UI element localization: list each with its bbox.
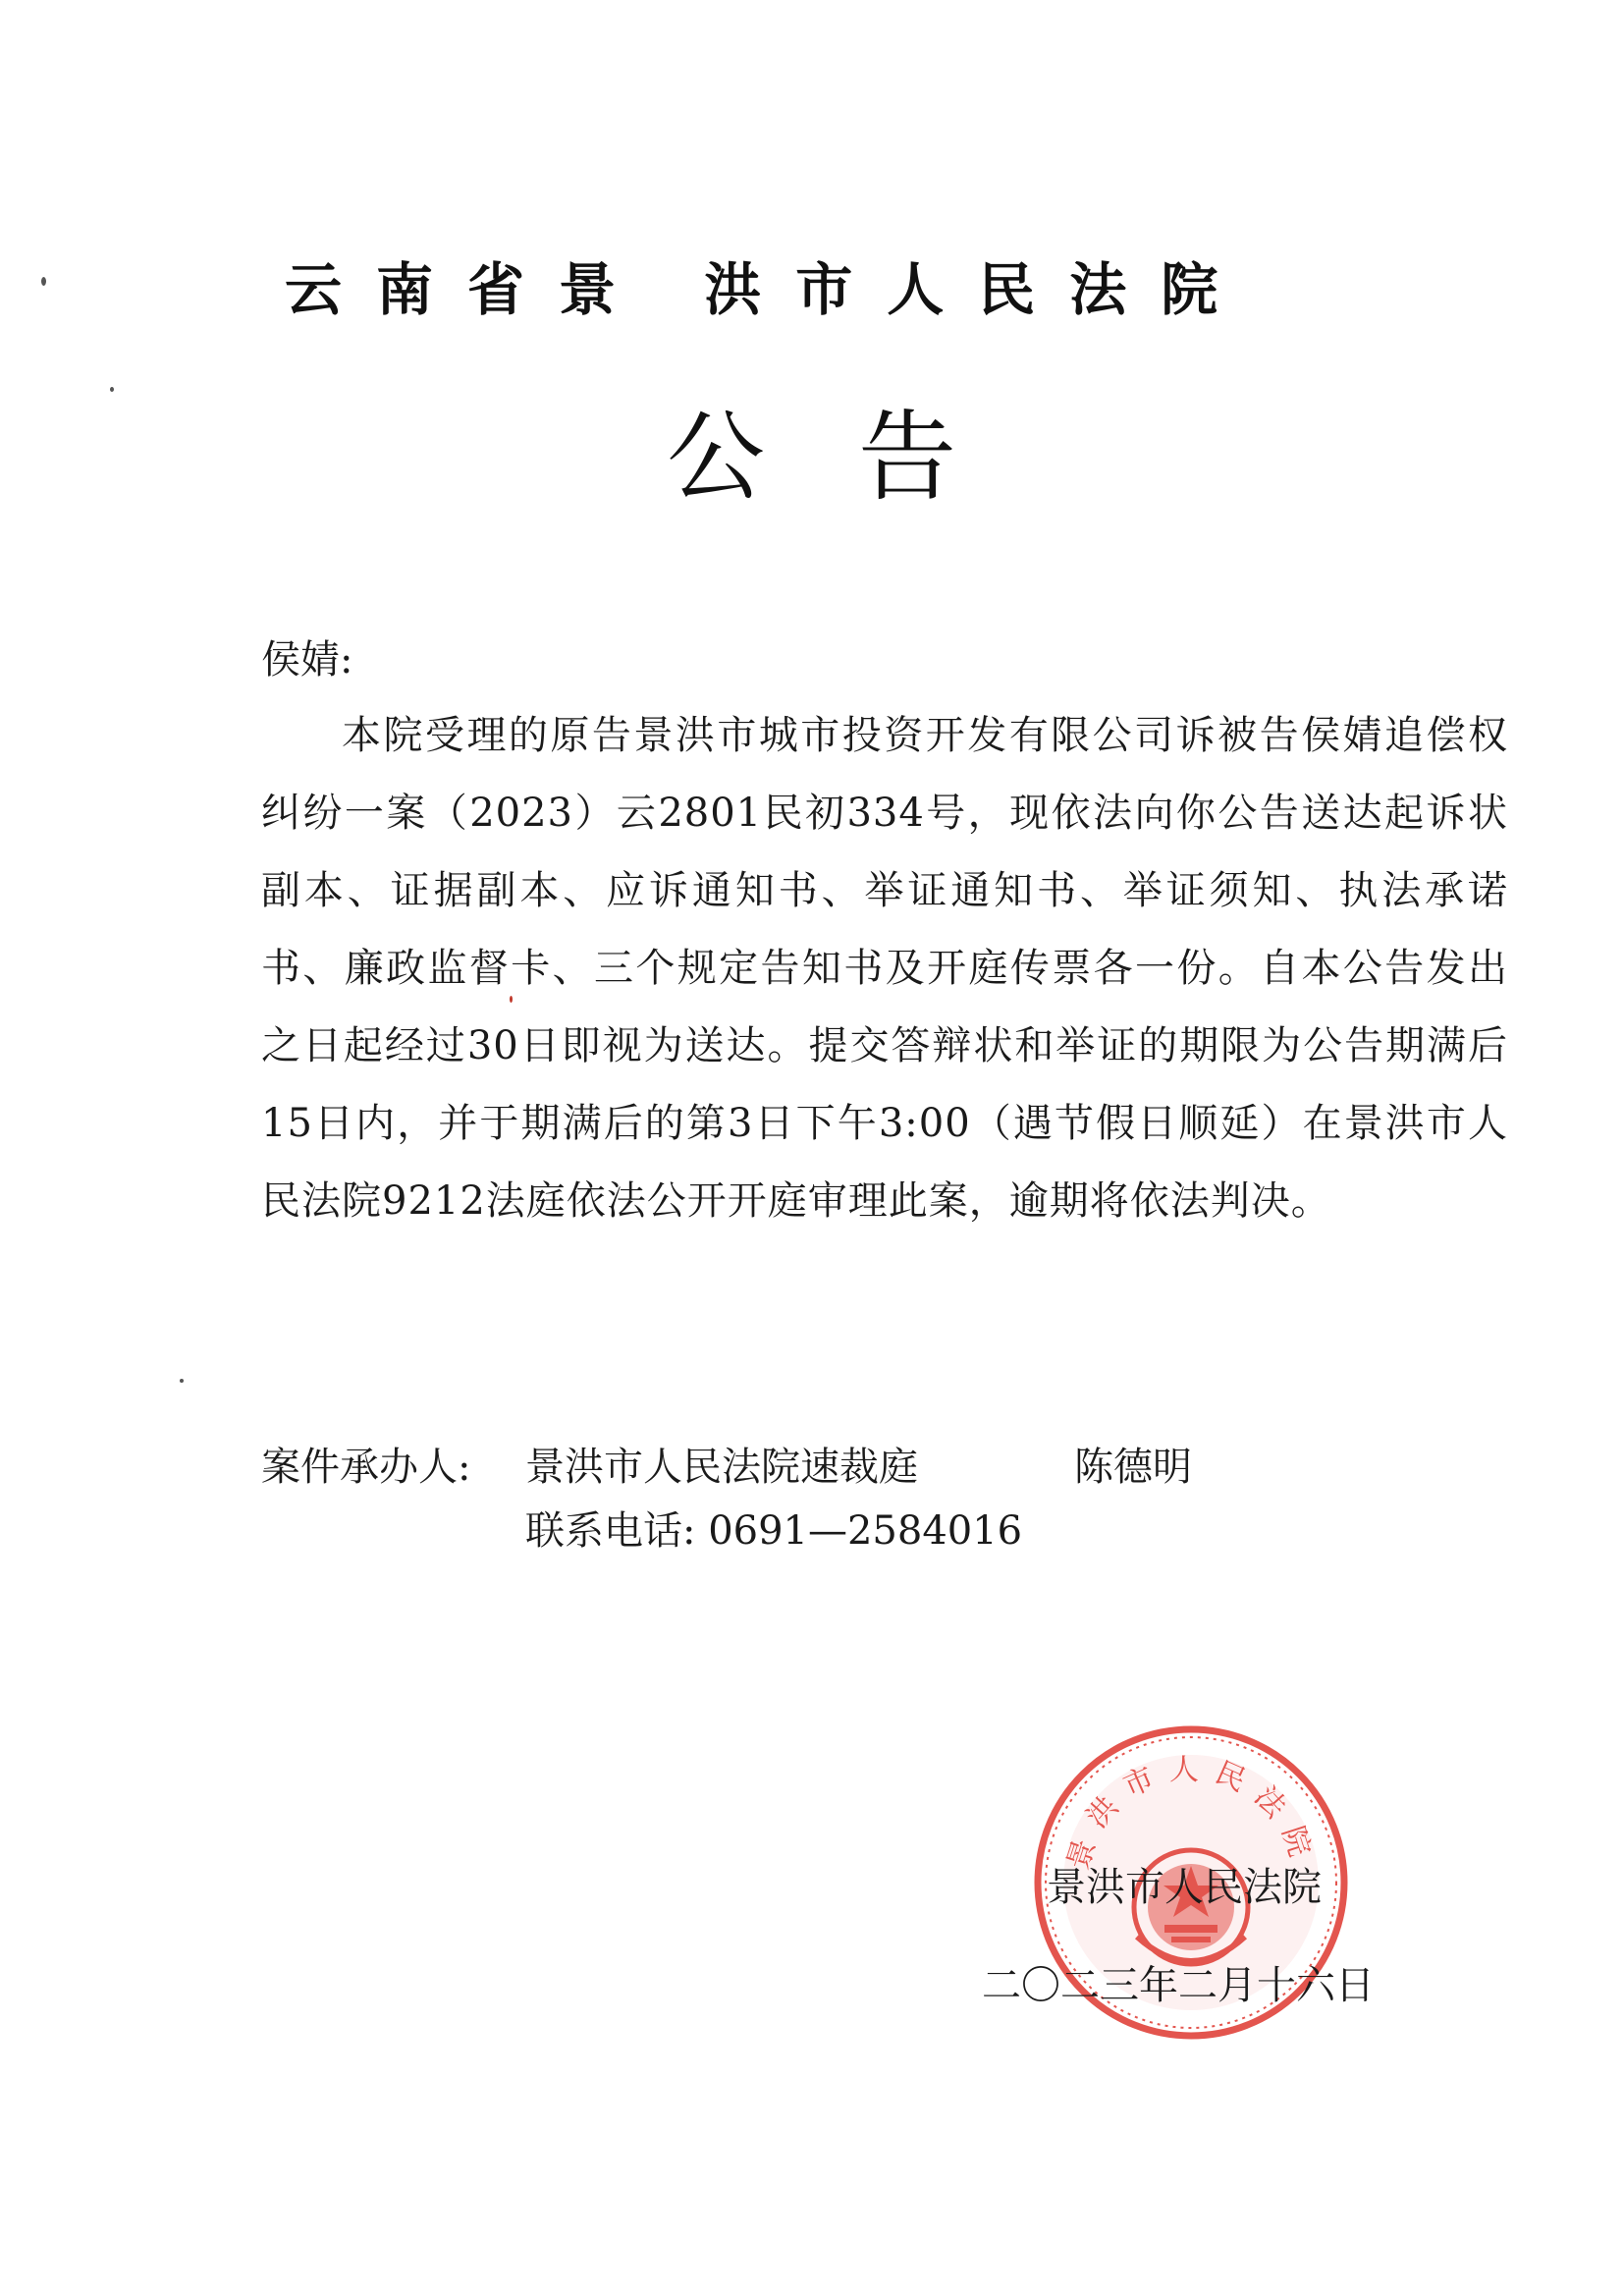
case-handler-label: 案件承办人:: [261, 1445, 471, 1490]
document-title: 公告: [667, 400, 1050, 515]
notice-body: 本院受理的原告景洪市城市投资开发有限公司诉被告侯婧追偿权纠纷一案（2023）云2801民初334号，现依法向你公告送达起诉状副本、证据副本、应诉通知书、举证通知书、举证须知、执法承诺书、廉政监督卡、三个规定告知书及开庭传票各一份。自本公告发出之日起经过30日即视为送达。提交答辩状和举证的期限为公告期满后15日内，并于期满后的第3日下午3:00（遇节假日顺延）在景洪市人民法院9212法庭依法公开开庭审理此案，逾期将依法判决。: [261, 713, 1508, 1224]
contact-phone: 联系电话: 0691—2584016: [525, 1508, 1023, 1554]
addressee: 侯婧:: [261, 637, 353, 683]
scan-speck: [180, 1379, 184, 1383]
case-handler-unit: 景洪市人民法院速裁庭: [525, 1445, 918, 1490]
issue-date: 二〇二三年二月十六日: [982, 1963, 1375, 2008]
court-name-heading: 云南省景 洪市人民法院: [285, 256, 1253, 323]
issuing-court: 景洪市人民法院: [1047, 1865, 1322, 1910]
case-handler-name: 陈德明: [1074, 1445, 1192, 1490]
scan-speck: [41, 277, 46, 286]
seal-text: 景洪市人民法院: [1060, 1753, 1322, 1875]
